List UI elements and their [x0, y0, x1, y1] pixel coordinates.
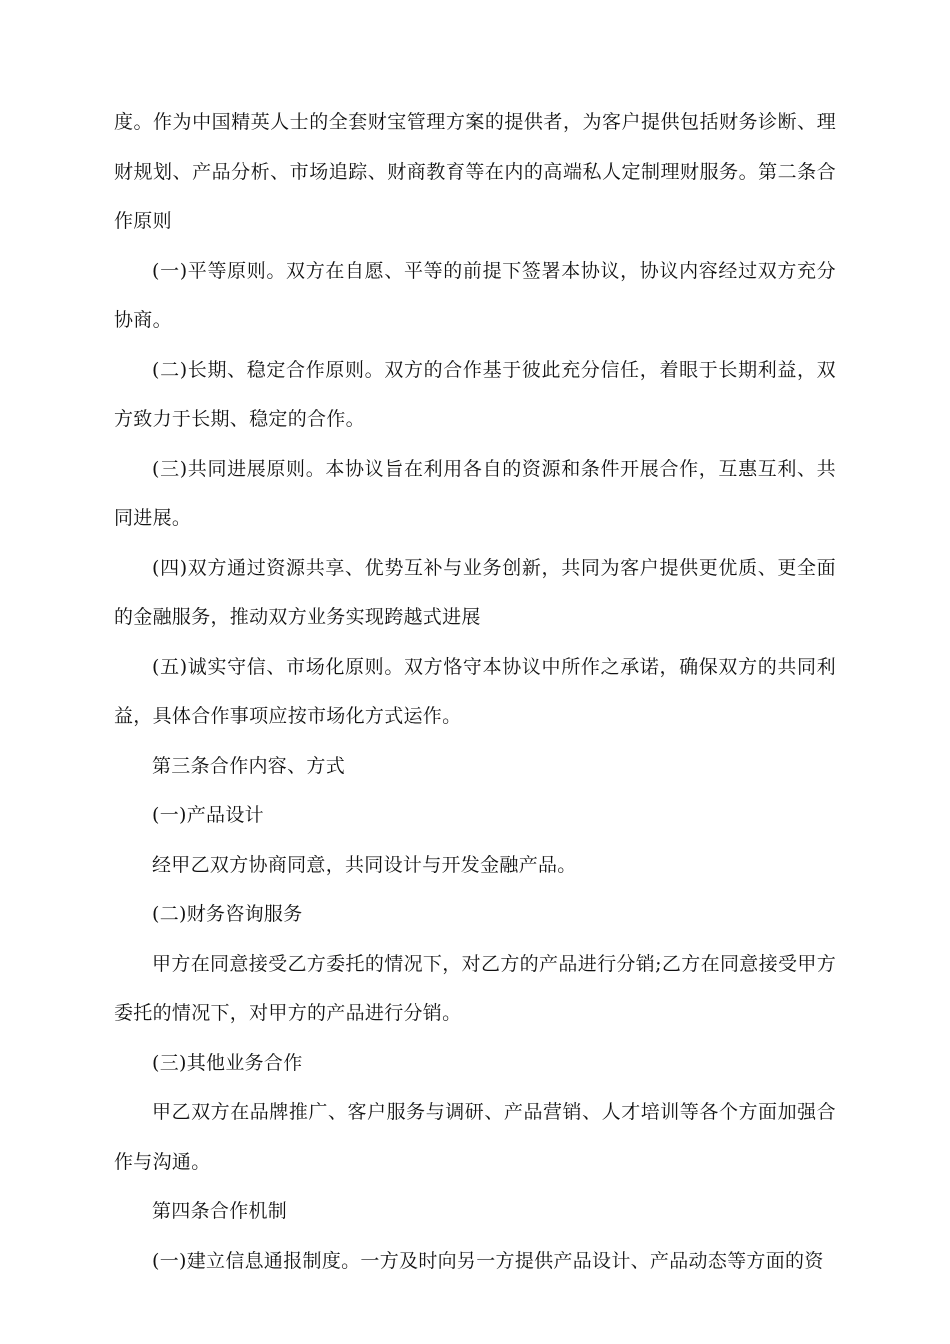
heading-article-three: 第三条合作内容、方式 — [152, 754, 346, 777]
heading-article-four: 第四条合作机制 — [152, 1200, 288, 1222]
paragraph-information-reporting: (一)建立信息通报制度。一方及时向另一方提供产品设计、产品动态等方面的资 — [152, 1249, 824, 1272]
paragraph-long-term-principle: (二)长期、稳定合作原则。双方的合作基于彼此充分信任，着眼于长期利益，双方致力于长期、稳定的合作。 — [114, 358, 836, 430]
paragraph-common-progress-principle: (三)共同进展原则。本协议旨在利用各自的资源和条件开展合作，互惠互利、共同进展。 — [114, 457, 836, 529]
subheading-other-business: (三)其他业务合作 — [152, 1051, 303, 1074]
paragraph-resource-sharing: (四)双方通过资源共享、优势互补与业务创新，共同为客户提供更优质、更全面的金融服务，推动双方业务实现跨越式进展 — [114, 556, 836, 628]
paragraph-integrity-principle: (五)诚实守信、市场化原则。双方恪守本协议中所作之承诺，确保双方的共同利益，具体合作事项应按市场化方式运作。 — [114, 655, 836, 727]
paragraph-financial-consulting: 甲方在同意接受乙方委托的情况下，对乙方的产品进行分销;乙方在同意接受甲方委托的情况下，对甲方的产品进行分销。 — [114, 952, 836, 1024]
paragraph-equality-principle: (一)平等原则。双方在自愿、平等的前提下签署本协议，协议内容经过双方充分协商。 — [114, 259, 836, 331]
paragraph-continuation: 度。作为中国精英人士的全套财宝管理方案的提供者，为客户提供包括财务诊断、理财规划、产品分析、市场追踪、财商教育等在内的高端私人定制理财服务。第二条合作原则 — [114, 111, 836, 232]
paragraph-other-business: 甲乙双方在品牌推广、客户服务与调研、产品营销、人才培训等各个方面加强合作与沟通。 — [114, 1101, 836, 1173]
subheading-product-design: (一)产品设计 — [152, 804, 264, 826]
paragraph-product-design: 经甲乙双方协商同意，共同设计与开发金融产品。 — [152, 853, 577, 876]
document-body — [114, 98, 836, 1286]
subheading-financial-consulting: (二)财务咨询服务 — [152, 903, 303, 925]
